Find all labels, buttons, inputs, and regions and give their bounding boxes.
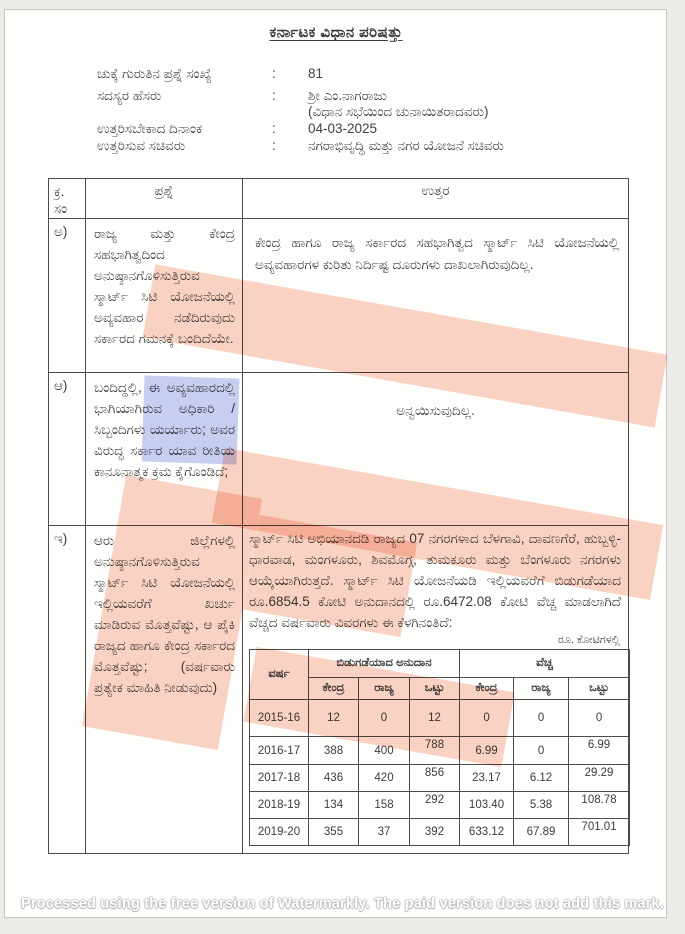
value-cell: 67.89	[514, 819, 569, 846]
row-marker: ಇ)	[49, 526, 86, 854]
question-cell: ರಾಜ್ಯ ಮತ್ತು ಕೇಂದ್ರ ಸಹಭಾಗಿತ್ವದಿಂದ ಅನುಷ್ಠಾನಗೊಳಿಸುತ್ತಿರುವ ಸ್ಮಾರ್ಟ್ ಸಿಟಿ ಯೋಜನೆಯಲ್ಲಿ ಅವ್ಯವಹಾರ ನಡೆದಿರುವುದು ಸರ್ಕಾರದ ಗಮನಕ್ಕೆ ಬಂದಿದೆಯೇ.	[86, 219, 243, 373]
year-cell: 2019-20	[250, 819, 309, 846]
value-cell: 0	[569, 700, 630, 737]
blue-highlight-overlay	[142, 375, 240, 464]
subheader-total: ಒಟ್ಟು	[569, 678, 630, 700]
value-cell: 0	[514, 700, 569, 737]
value-cell: 0	[359, 700, 410, 737]
field-separator: :	[272, 138, 276, 153]
row-marker: ಆ)	[49, 373, 86, 526]
value-cell: 701.01	[569, 819, 630, 846]
row-marker: ಅ)	[49, 219, 86, 373]
field-value: 81	[308, 66, 324, 81]
value-cell: 158	[359, 792, 410, 819]
value-cell: 436	[309, 765, 359, 792]
subheader-state: ರಾಜ್ಯ	[359, 678, 410, 700]
value-cell: 292	[410, 792, 460, 819]
field-question-number	[0, 66, 685, 84]
answer-paragraph: ಸ್ಮಾರ್ಟ್ ಸಿಟಿ ಅಭಿಯಾನದಡಿ ರಾಜ್ಯದ 07 ನಗರಗಳಾದ ಬೆಳಗಾವಿ, ದಾವಣಗೆರೆ, ಹುಬ್ಬಳ್ಳಿ-ಧಾರವಾಡ, ಮಂಗಳೂರು, ಶಿವಮೊಗ್ಗ, ತುಮಕೂರು ಮತ್ತು ಬೆಂಗಳೂರು ನಗರಗಳು ಆಯ್ಕೆಯಾಗಿರುತ್ತದೆ. ಸ್ಮಾರ್ಟ್ ಸಿಟಿ ಯೋಜನೆಯಡಿ ಇಲ್ಲಿಯವರೆಗೆ ಬಿಡುಗಡೆಯಾದ ರೂ.6854.5 ಕೋಟಿ ಅನುದಾನದಲ್ಲಿ ರೂ.6472.08 ಕೋಟಿ ವೆಚ್ಚ ಮಾಡಲಾಗಿದೆ ವೆಚ್ಚದ ವರ್ಷವಾರು ವಿವರಗಳು ಈ ಕೆಳಗಿನಂತಿದೆ:	[249, 531, 621, 630]
value-cell: 12	[309, 700, 359, 737]
header-year: ವರ್ಷ	[250, 650, 309, 700]
watermarkly-footer-text: Processed using the free version of Watermarkly. The paid version does not add this mark.	[20, 896, 665, 912]
header-expenditure: ವೆಚ್ಚ	[460, 650, 630, 678]
field-value: ಶ್ರೀ ಎಂ.ನಾಗರಾಜು	[308, 88, 387, 103]
page-title: ಕರ್ನಾಟಕ ವಿಧಾನ ಪರಿಷತ್ತು	[269, 24, 403, 41]
units-note: ರೂ. ಕೋಟಿಗಳಲ್ಲಿ	[558, 634, 620, 646]
year-cell: 2015-16	[250, 700, 309, 737]
subheader-central: ಕೇಂದ್ರ	[460, 678, 514, 700]
question-cell: ಆರು ಜಿಲ್ಲೆಗಳಲ್ಲಿ ಅನುಷ್ಠಾನಗೊಳಿಸುತ್ತಿರುವ ಸ್ಮಾರ್ಟ್ ಸಿಟಿ ಯೋಜನೆಯಲ್ಲಿ ಇಲ್ಲಿಯವರೆಗೆ ಖರ್ಚು ಮಾಡಿರುವ ಮೊತ್ತವೆಷ್ಟು, ಆ ಪೈಕಿ ರಾಜ್ಯದ ಹಾಗೂ ಕೇಂದ್ರ ಸರ್ಕಾರದ ಮೊತ್ತವೆಷ್ಟು; (ವರ್ಷವಾರು ಪ್ರತ್ಯೇಕ ಮಾಹಿತಿ ನೀಡುವುದು)	[86, 526, 243, 854]
data-row-2019-20	[250, 819, 630, 846]
subheader-state: ರಾಜ್ಯ	[514, 678, 569, 700]
header-serial-number: ಕ್ರ. ಸಂ	[49, 179, 86, 219]
value-cell: 134	[309, 792, 359, 819]
data-row-2017-18	[250, 765, 630, 792]
value-cell: 23.17	[460, 765, 514, 792]
field-member-note	[0, 104, 685, 122]
year-cell: 2016-17	[250, 737, 309, 765]
value-cell: 0	[460, 700, 514, 737]
value-cell: 108.78	[569, 792, 630, 819]
field-value: ನಗರಾಭಿವೃದ್ಧಿ ಮತ್ತು ನಗರ ಯೋಜನೆ ಸಚಿವರು	[308, 138, 504, 153]
value-cell: 392	[410, 819, 460, 846]
qa-header-row	[49, 179, 629, 219]
value-cell: 103.40	[460, 792, 514, 819]
field-answer-date	[0, 121, 685, 139]
header-released-grant: ಬಿಡುಗಡೆಯಾದ ಅನುದಾನ	[309, 650, 460, 678]
value-cell: 37	[359, 819, 410, 846]
field-value: (ವಿಧಾನ ಸಭೆಯಿಂದ ಚುನಾಯಿತರಾದವರು)	[308, 104, 489, 119]
value-cell: 6.99	[569, 737, 630, 765]
field-separator: :	[272, 66, 276, 81]
subheader-total: ಒಟ್ಟು	[410, 678, 460, 700]
header-question: ಪ್ರಶ್ನೆ	[86, 179, 243, 219]
value-cell: 420	[359, 765, 410, 792]
field-label: ಉತ್ತರಿಸುವ ಸಚಿವರು	[97, 138, 186, 153]
subheader-central: ಕೇಂದ್ರ	[309, 678, 359, 700]
value-cell: 6.12	[514, 765, 569, 792]
field-label: ಚುಕ್ಕೆ ಗುರುತಿನ ಪ್ರಶ್ನೆ ಸಂಖ್ಯೆ	[97, 66, 212, 81]
year-cell: 2018-19	[250, 792, 309, 819]
question-cell: ಬಂದಿದ್ದಲ್ಲಿ, ಈ ಅವ್ಯವಹಾರದಲ್ಲಿ ಭಾಗಿಯಾಗಿರುವ ಅಧಿಕಾರಿ /ಸಿಬ್ಬಂದಿಗಳು ಯರ್ಯಾರು; ಅವರ ವಿರುದ್ಧ ಸರ್ಕಾರ ಯಾವ ರೀತಿಯ ಕಾನೂನಾತ್ಮಕ ಕ್ರಮ ಕೈಗೊಂಡಿದೆ;	[86, 373, 243, 526]
value-cell: 388	[309, 737, 359, 765]
field-label: ಉತ್ತರಿಸಬೇಕಾದ ದಿನಾಂಕ	[97, 121, 203, 136]
value-cell: 5.38	[514, 792, 569, 819]
field-answering-minister	[0, 138, 685, 156]
answer-cell: ಅನ್ವಯಿಸುವುದಿಲ್ಲ.	[243, 373, 629, 526]
year-cell: 2017-18	[250, 765, 309, 792]
field-value: 04-03-2025	[308, 121, 378, 136]
value-cell: 29.29	[569, 765, 630, 792]
value-cell: 355	[309, 819, 359, 846]
field-separator: :	[272, 121, 276, 136]
header-answer: ಉತ್ತರ	[243, 179, 629, 219]
value-cell: 12	[410, 700, 460, 737]
value-cell: 633.12	[460, 819, 514, 846]
field-separator: :	[272, 88, 276, 103]
value-cell: 788	[410, 737, 460, 765]
data-row-2018-19	[250, 792, 630, 819]
value-cell: 400	[359, 737, 410, 765]
value-cell: 856	[410, 765, 460, 792]
answer-cell: ಕೇಂದ್ರ ಹಾಗೂ ರಾಜ್ಯ ಸರ್ಕಾರದ ಸಹಭಾಗಿತ್ವದ ಸ್ಮಾರ್ಟ್ ಸಿಟಿ ಯೋಜನೆಯಲ್ಲಿ ಅವ್ಯವಹಾರಗಳ ಕುರಿತು ನಿರ್ದಿಷ್ಟ ದೂರುಗಳು ದಾಖಲಾಗಿರುವುದಿಲ್ಲ.	[243, 219, 629, 373]
field-label: ಸದಸ್ಯರ ಹೆಸರು	[97, 88, 162, 103]
value-cell: 0	[514, 737, 569, 765]
value-cell: 6.99	[460, 737, 514, 765]
